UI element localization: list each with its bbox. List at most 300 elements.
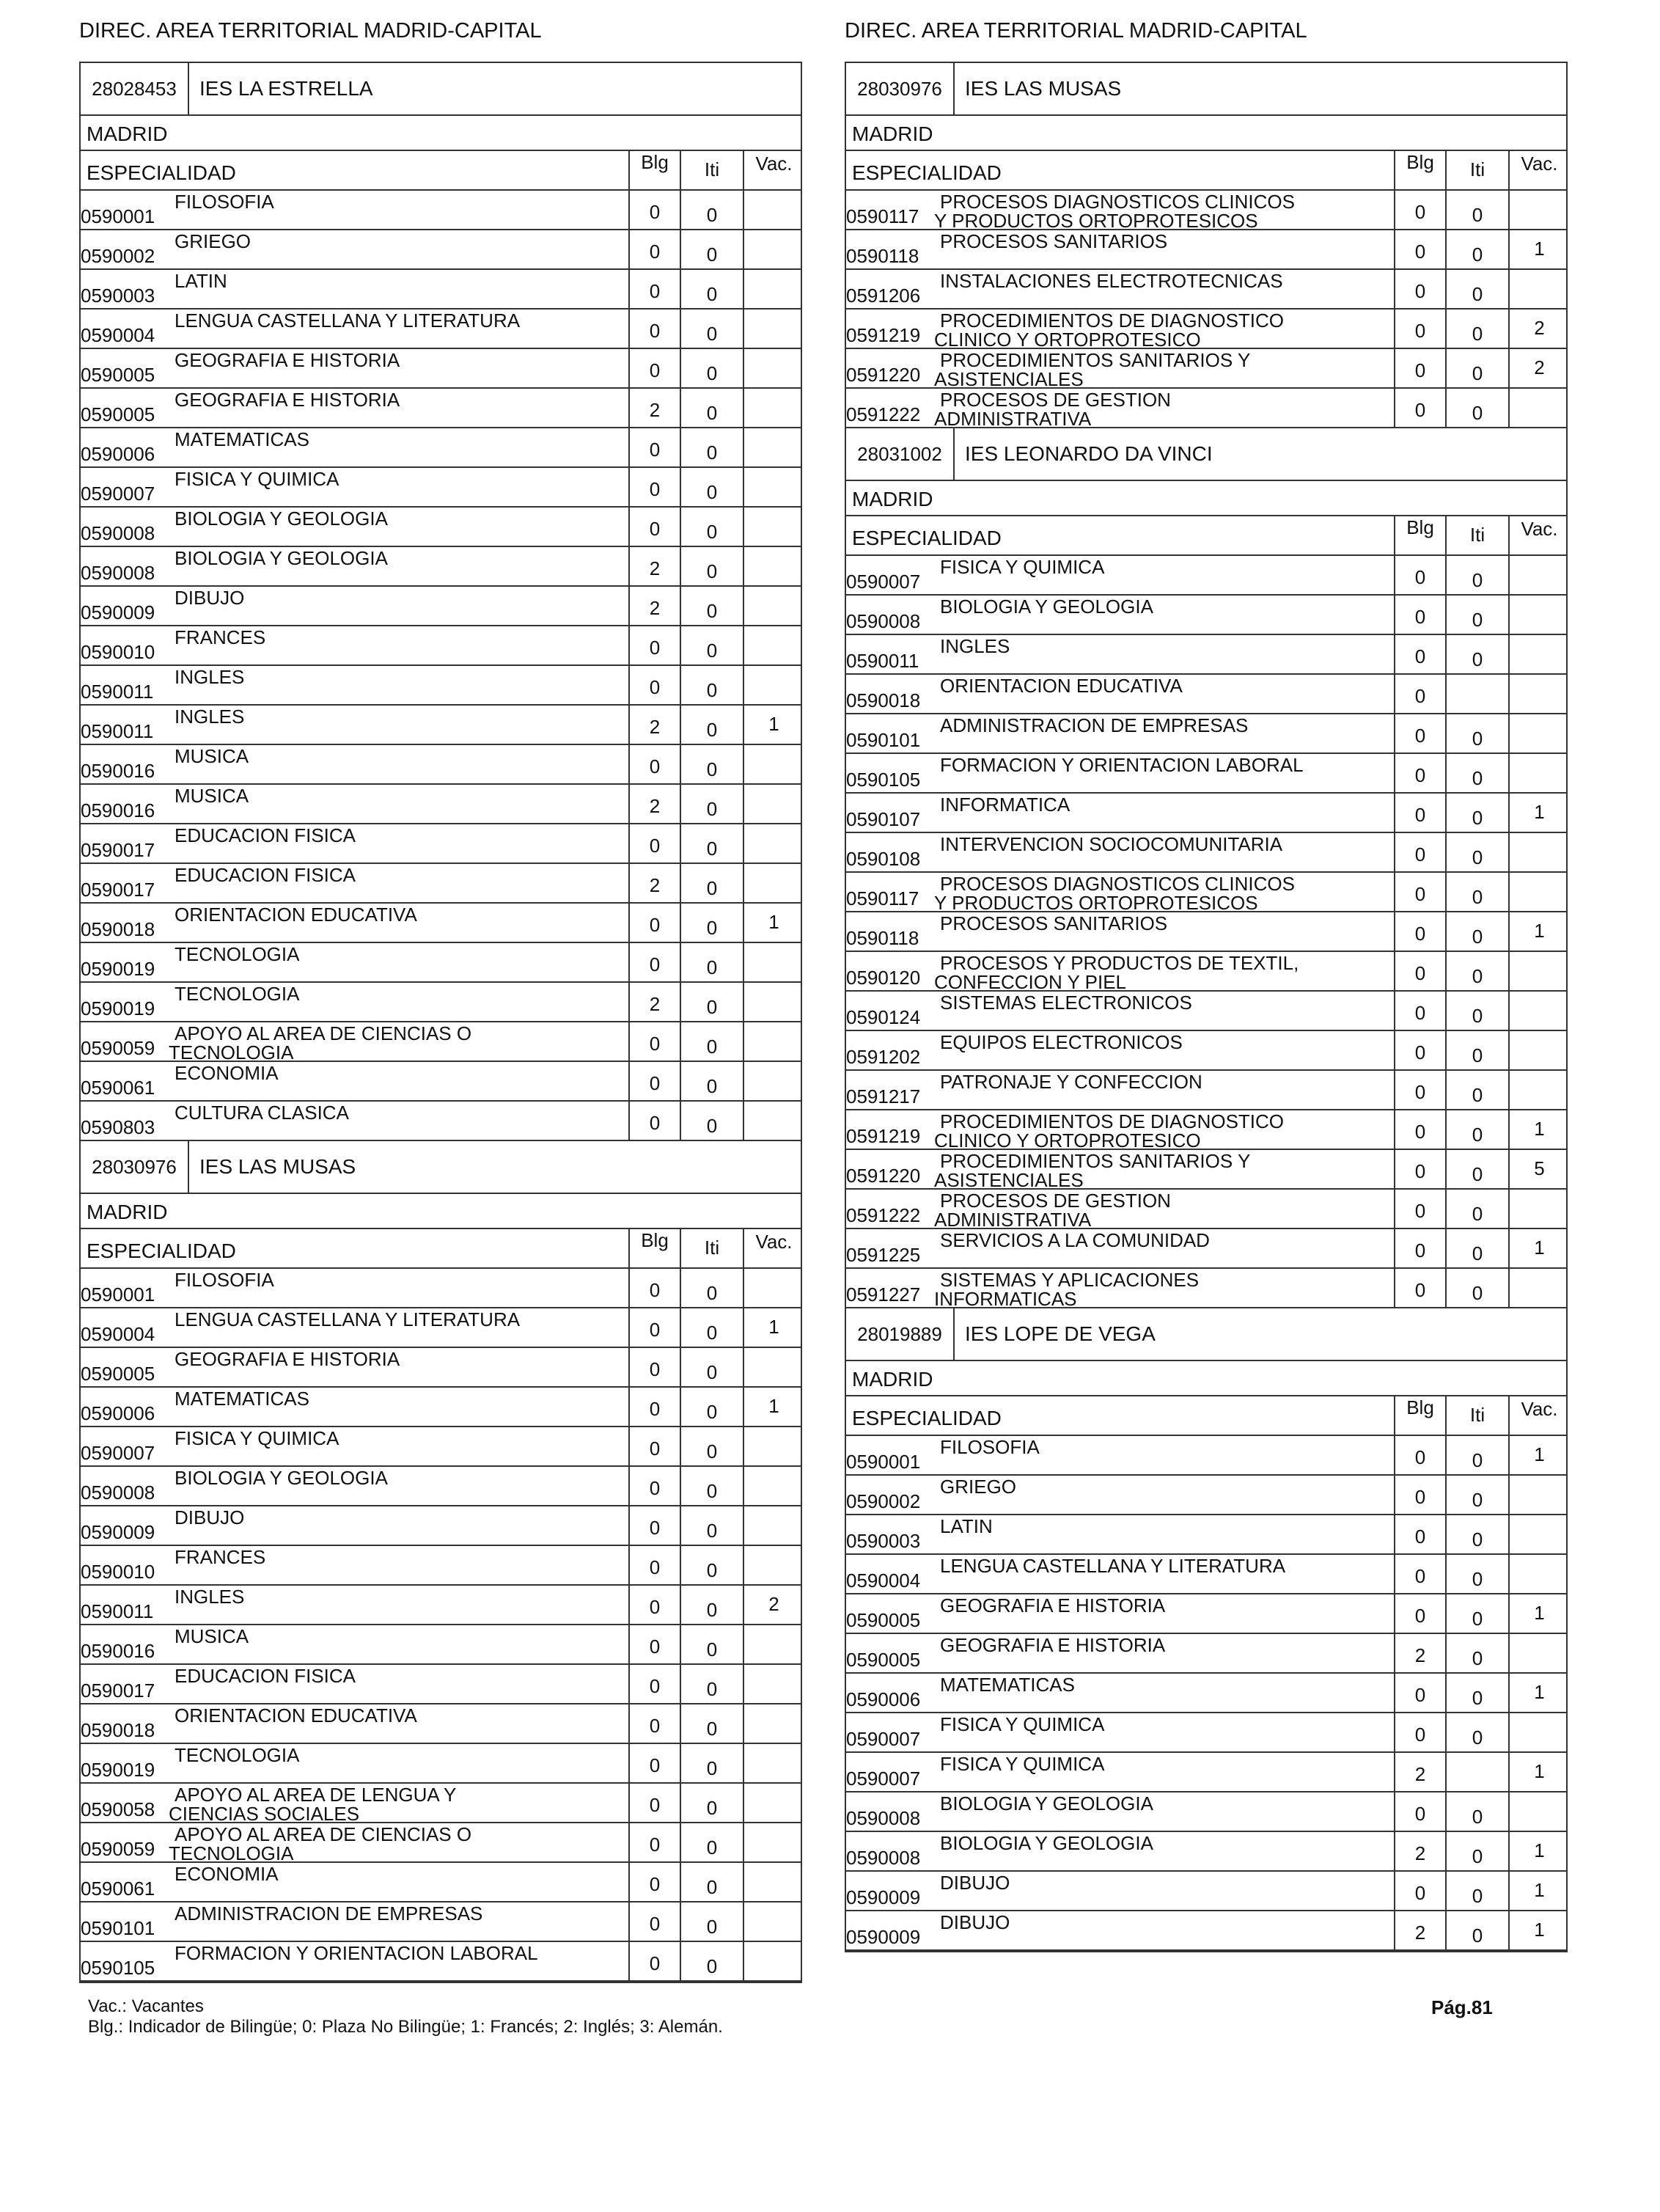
blg-value-cell <box>628 1902 680 1941</box>
vac-value-cell <box>1508 596 1569 634</box>
blg-value-cell <box>628 1308 680 1347</box>
specialty-code: 0590117 <box>846 205 919 227</box>
school-header <box>846 1308 1566 1361</box>
vac-value-cell <box>743 349 804 387</box>
specialty-name <box>940 1715 1104 1735</box>
vac-value-cell <box>1508 1476 1569 1514</box>
blg-value-cell <box>628 508 680 546</box>
vac-value-cell <box>743 587 804 625</box>
blg-value: 0 <box>649 676 661 698</box>
iti-value: 0 <box>1472 926 1483 948</box>
table-row <box>846 596 1566 635</box>
table-row <box>846 1150 1566 1190</box>
iti-value: 0 <box>706 1757 718 1779</box>
specialty-code: 0590018 <box>846 689 921 711</box>
school-header <box>846 63 1566 116</box>
blg-value: 0 <box>649 1794 661 1816</box>
table-row <box>846 992 1566 1031</box>
specialty-code: 0590105 <box>81 1957 155 1979</box>
specialty-name <box>175 1103 349 1123</box>
specialty-name <box>175 1944 538 1963</box>
iti-value-cell <box>1445 1792 1508 1831</box>
specialty-name <box>940 597 1153 617</box>
specialty-code: 0590803 <box>81 1116 155 1138</box>
vac-value-cell <box>1508 912 1569 951</box>
vac-value-cell <box>1508 1713 1569 1751</box>
specialty-name <box>940 1072 1202 1092</box>
blg-value: 0 <box>649 1033 661 1055</box>
iti-value: 0 <box>1472 1726 1483 1748</box>
iti-value-cell <box>680 468 743 506</box>
column-header-row <box>846 151 1566 191</box>
specialty-name <box>175 351 400 370</box>
iti-value: 0 <box>706 521 718 543</box>
vac-value-cell <box>743 824 804 863</box>
blg-value-cell <box>628 191 680 229</box>
iti-value-cell <box>1445 1436 1508 1474</box>
iti-value-cell <box>1445 389 1508 427</box>
specialty-code: 0590009 <box>81 1521 155 1543</box>
table-row <box>846 349 1566 389</box>
table-row <box>81 1546 801 1586</box>
iti-value: 0 <box>1472 1885 1483 1907</box>
blg-value-cell <box>628 1863 680 1901</box>
table-row <box>846 714 1566 754</box>
vac-value-cell <box>743 1823 804 1861</box>
table-row <box>81 1388 801 1427</box>
blg-value: 0 <box>649 320 661 342</box>
specialty-code: 0590016 <box>81 799 155 821</box>
vac-value-cell <box>1508 310 1569 348</box>
vac-value-cell <box>1508 1911 1569 1949</box>
specialty-code: 0590061 <box>81 1878 155 1900</box>
iti-value-cell <box>680 191 743 229</box>
specialty-code: 0591219 <box>846 1125 921 1147</box>
specialty-code: 0590101 <box>846 729 921 751</box>
specialty-name <box>175 1429 339 1449</box>
specialty-name <box>934 191 1295 232</box>
specialty-name-line1: FORMACION Y ORIENTACION LABORAL <box>175 1942 538 1964</box>
school-name: IES LAS MUSAS <box>965 77 1122 100</box>
blg-value-cell <box>628 1506 680 1545</box>
specialty-name <box>940 637 1010 656</box>
table-row <box>81 666 801 706</box>
blg-value-cell <box>1394 1150 1445 1188</box>
table-row <box>81 785 801 824</box>
specialty-name-line1: MATEMATICAS <box>175 428 309 450</box>
specialty-code: 0590117 <box>846 887 919 909</box>
blg-value-cell <box>1394 270 1445 308</box>
specialty-code: 0590007 <box>846 571 921 593</box>
vac-value-cell <box>743 785 804 823</box>
vac-value-cell <box>743 1586 804 1624</box>
specialty-code: 0590009 <box>846 1886 921 1908</box>
iti-value: 0 <box>706 204 718 226</box>
blg-value-cell <box>1394 1476 1445 1514</box>
specialty-name <box>169 1784 457 1825</box>
iti-value-cell <box>680 666 743 704</box>
specialty-code: 0590006 <box>81 1402 155 1424</box>
blg-value-cell <box>1394 1436 1445 1474</box>
specialty-code: 0590105 <box>846 769 921 791</box>
iti-value-cell <box>680 389 743 427</box>
iti-value: 0 <box>706 1282 718 1304</box>
specialty-name <box>940 716 1248 736</box>
vac-value: 2 <box>1534 317 1545 339</box>
vac-value-cell <box>1508 1832 1569 1870</box>
blg-value-cell <box>628 230 680 268</box>
blg-value: 0 <box>1414 645 1426 667</box>
table-row <box>846 1872 1566 1911</box>
blg-value: 0 <box>649 1517 661 1539</box>
specialty-code: 0590061 <box>81 1077 155 1099</box>
specialty-name-line1: ECONOMIA <box>175 1062 279 1084</box>
header-iti-cell <box>680 151 743 189</box>
iti-value: 0 <box>706 243 718 265</box>
table-row <box>846 1555 1566 1594</box>
iti-value: 0 <box>706 560 718 582</box>
iti-value-cell <box>1445 1110 1508 1149</box>
vac-value-cell <box>743 389 804 427</box>
specialty-name <box>175 1666 356 1686</box>
table-row <box>81 1062 801 1102</box>
blg-value: 0 <box>649 478 661 500</box>
iti-value-cell <box>1445 1555 1508 1593</box>
iti-value: 0 <box>706 323 718 345</box>
specialty-code: 0590118 <box>846 927 919 949</box>
table-row <box>81 1823 801 1863</box>
iti-value: 0 <box>706 1440 718 1462</box>
specialty-name-line1: DIBUJO <box>940 1872 1010 1894</box>
specialty-code: 0590009 <box>846 1926 921 1948</box>
specialty-name <box>175 1746 299 1765</box>
vac-value-cell <box>743 1308 804 1347</box>
specialty-name-line1: FISICA Y QUIMICA <box>940 1753 1105 1775</box>
iti-value: 0 <box>1472 648 1483 670</box>
blg-value-cell <box>628 904 680 942</box>
blg-value-cell <box>1394 675 1445 713</box>
blg-value-cell <box>628 587 680 625</box>
blg-value: 0 <box>649 1477 661 1499</box>
iti-value-cell <box>1445 1031 1508 1069</box>
specialty-name-line2: TECNOLOGIA <box>169 1842 294 1864</box>
right-listing <box>845 62 1568 1952</box>
iti-value: 0 <box>706 1599 718 1621</box>
specialty-code: 0590008 <box>846 1847 921 1869</box>
table-row <box>846 1071 1566 1110</box>
header-vac-cell <box>1508 1396 1569 1435</box>
specialty-name-line2: ASISTENCIALES <box>934 368 1084 390</box>
table-row <box>846 912 1566 952</box>
blg-value-cell <box>628 1427 680 1465</box>
specialty-name-line1: SERVICIOS A LA COMUNIDAD <box>940 1229 1210 1251</box>
iti-value: 0 <box>1472 1163 1483 1185</box>
specialty-name <box>940 1754 1104 1774</box>
specialty-name-line1: FISICA Y QUIMICA <box>940 1713 1105 1735</box>
specialty-code: 0590011 <box>81 1600 154 1622</box>
specialty-name <box>940 914 1167 934</box>
iti-value-cell <box>680 1784 743 1822</box>
blg-value-cell <box>1394 1832 1445 1870</box>
header-vac: Vac. <box>1521 1398 1558 1420</box>
iti-value-cell <box>1445 833 1508 871</box>
header-blg-cell <box>628 151 680 189</box>
vac-value-cell <box>1508 1674 1569 1712</box>
specialty-name-line1: APOYO AL AREA DE LENGUA Y <box>175 1784 457 1806</box>
header-vac-cell <box>743 1229 804 1267</box>
header-especialidad: ESPECIALIDAD <box>87 1239 236 1262</box>
iti-value: 0 <box>706 679 718 701</box>
vac-value-cell <box>743 1506 804 1545</box>
blg-value: 0 <box>649 280 661 302</box>
iti-value-cell <box>1445 1753 1508 1791</box>
blg-value-cell <box>1394 1110 1445 1149</box>
specialty-name-line1: INGLES <box>175 706 245 728</box>
specialty-name <box>934 389 1171 430</box>
school-name: IES LA ESTRELLA <box>199 77 373 100</box>
iti-value-cell <box>680 864 743 902</box>
iti-value: 0 <box>1472 1005 1483 1027</box>
header-vac-cell <box>1508 516 1569 554</box>
header-especialidad: ESPECIALIDAD <box>87 161 236 184</box>
specialty-code: 0590058 <box>81 1798 155 1820</box>
blg-value-cell <box>1394 230 1445 268</box>
table-row <box>846 1792 1566 1832</box>
specialty-name <box>940 1675 1075 1695</box>
iti-value-cell <box>680 943 743 981</box>
specialty-name <box>175 549 388 568</box>
iti-value-cell <box>1445 1674 1508 1712</box>
vac-value: 1 <box>1534 1760 1545 1782</box>
column-header-row <box>81 151 801 191</box>
blg-value: 0 <box>1414 201 1426 223</box>
iti-value-cell <box>1445 1476 1508 1514</box>
table-row <box>846 1713 1566 1753</box>
iti-value: 0 <box>1472 323 1483 345</box>
specialty-code: 0590007 <box>81 483 155 505</box>
vac-value: 1 <box>1534 1681 1545 1703</box>
vac-value-cell <box>1508 1792 1569 1831</box>
specialty-name-line1: LENGUA CASTELLANA Y LITERATURA <box>940 1555 1286 1577</box>
blg-value: 2 <box>1414 1922 1426 1944</box>
specialty-name-line1: PROCEDIMIENTOS SANITARIOS Y <box>940 1150 1251 1172</box>
header-blg-cell <box>628 1229 680 1267</box>
table-row <box>846 310 1566 349</box>
header-especialidad: ESPECIALIDAD <box>852 1407 1002 1429</box>
blg-value-cell <box>628 1744 680 1782</box>
vac-value-cell <box>1508 230 1569 268</box>
table-row <box>81 1784 801 1823</box>
blg-value-cell <box>628 547 680 585</box>
header-iti-cell <box>680 1229 743 1267</box>
specialty-name <box>940 232 1167 252</box>
iti-value: 0 <box>706 1520 718 1542</box>
header-vac: Vac. <box>755 1231 793 1253</box>
specialty-name <box>169 1022 472 1063</box>
specialty-code: 0590018 <box>81 1719 155 1741</box>
specialty-name <box>940 1596 1165 1616</box>
blg-value: 2 <box>649 716 661 738</box>
specialty-name <box>175 1587 244 1607</box>
iti-value: 0 <box>706 1036 718 1058</box>
specialty-name <box>940 1636 1165 1655</box>
iti-value-cell <box>680 1902 743 1941</box>
specialty-name <box>940 1834 1153 1853</box>
specialty-code: 0590016 <box>81 1640 155 1662</box>
header-iti-cell <box>1445 1396 1508 1435</box>
iti-value: 0 <box>706 1797 718 1819</box>
vac-value-cell <box>743 1704 804 1743</box>
iti-value-cell <box>680 1467 743 1505</box>
iti-value: 0 <box>706 1559 718 1581</box>
vac-value-cell <box>743 1022 804 1061</box>
vac-value: 1 <box>1534 1879 1545 1901</box>
specialty-name <box>175 390 400 410</box>
iti-value: 0 <box>1472 402 1483 424</box>
table-row <box>81 389 801 428</box>
specialty-name-line1: MATEMATICAS <box>940 1674 1075 1696</box>
blg-value-cell <box>1394 1792 1445 1831</box>
school-city: MADRID <box>846 116 1566 151</box>
vac-value-cell <box>743 1269 804 1307</box>
specialty-name-line1: INGLES <box>940 635 1010 657</box>
iti-value-cell <box>1445 1634 1508 1672</box>
table-row <box>81 468 801 508</box>
blg-value: 0 <box>649 1636 661 1658</box>
blg-value: 2 <box>649 795 661 817</box>
blg-value-cell <box>628 1102 680 1140</box>
vac-value-cell <box>743 706 804 744</box>
blg-value-cell <box>628 626 680 664</box>
specialty-name-line1: MUSICA <box>175 785 249 807</box>
specialty-name-line1: SISTEMAS Y APLICACIONES <box>940 1269 1200 1291</box>
iti-value-cell <box>680 983 743 1021</box>
blg-value: 0 <box>649 1438 661 1460</box>
iti-value-cell <box>680 1348 743 1386</box>
iti-value: 0 <box>706 838 718 860</box>
specialty-name-line1: INGLES <box>175 1586 245 1608</box>
blg-value: 2 <box>1414 1842 1426 1864</box>
table-row <box>81 1704 801 1744</box>
table-row <box>81 1102 801 1141</box>
iti-value-cell <box>680 1308 743 1347</box>
iti-value: 0 <box>1472 846 1483 868</box>
specialty-code: 0590010 <box>81 1561 155 1583</box>
specialty-name <box>175 509 388 529</box>
blg-value-cell <box>628 310 680 348</box>
table-row <box>81 943 801 983</box>
table-row <box>81 270 801 310</box>
blg-value: 0 <box>649 1358 661 1380</box>
specialty-name-line2: ASISTENCIALES <box>934 1169 1084 1191</box>
specialty-code: 0590005 <box>81 1363 155 1385</box>
blg-value: 0 <box>649 1596 661 1618</box>
specialty-name-line1: PROCESOS DE GESTION <box>940 1190 1171 1212</box>
specialty-code: 0590007 <box>846 1768 921 1790</box>
vac-value-cell <box>743 1062 804 1100</box>
blg-value-cell <box>628 1467 680 1505</box>
iti-value: 0 <box>1472 1044 1483 1066</box>
iti-value: 0 <box>706 1638 718 1660</box>
iti-value: 0 <box>706 362 718 384</box>
iti-value-cell <box>1445 1872 1508 1910</box>
blg-value-cell <box>1394 310 1445 348</box>
specialty-name-line1: GRIEGO <box>940 1476 1017 1498</box>
specialty-name-line2: Y PRODUCTOS ORTOPROTESICOS <box>934 892 1258 914</box>
school-city: MADRID <box>81 116 801 151</box>
blg-value: 0 <box>1414 843 1426 865</box>
school-block <box>81 63 801 1141</box>
specialty-name <box>934 873 1295 914</box>
header-vac-cell <box>1508 151 1569 189</box>
vac-value-cell <box>743 1102 804 1140</box>
specialty-code: 0590004 <box>81 324 155 346</box>
iti-value: 0 <box>1472 1084 1483 1106</box>
school-block <box>846 63 1566 428</box>
specialty-name <box>175 1548 265 1567</box>
specialty-name <box>940 755 1304 775</box>
specialty-name-line1: BIOLOGIA Y GEOLOGIA <box>175 1467 388 1489</box>
school-code: 28019889 <box>846 1308 955 1360</box>
header-vac: Vac. <box>755 153 793 175</box>
table-row <box>81 1022 801 1062</box>
blg-value-cell <box>628 824 680 863</box>
blg-value-cell <box>628 1546 680 1584</box>
specialty-code: 0591220 <box>846 1165 921 1187</box>
specialty-name <box>175 984 299 1004</box>
specialty-code: 0591206 <box>846 285 921 307</box>
table-row <box>81 310 801 349</box>
school-header <box>81 1141 801 1194</box>
iti-value-cell <box>680 1062 743 1100</box>
specialty-name-line2: ADMINISTRATIVA <box>934 408 1092 430</box>
specialty-code: 0590007 <box>81 1442 155 1464</box>
specialty-name <box>175 628 265 648</box>
iti-value-cell <box>680 745 743 783</box>
vac-value: 1 <box>1534 801 1545 823</box>
blg-value: 0 <box>1414 1160 1426 1182</box>
blg-value: 0 <box>1414 1041 1426 1063</box>
iti-value-cell <box>1445 1911 1508 1949</box>
blg-value-cell <box>628 943 680 981</box>
specialty-code: 0591202 <box>846 1046 921 1068</box>
specialty-name-line1: TECNOLOGIA <box>175 983 300 1005</box>
specialty-name-line1: EQUIPOS ELECTRONICOS <box>940 1031 1183 1053</box>
table-row <box>846 1594 1566 1634</box>
iti-value-cell <box>1445 794 1508 832</box>
iti-value: 0 <box>706 1876 718 1898</box>
iti-value-cell <box>680 1823 743 1861</box>
header-vac: Vac. <box>1521 518 1558 540</box>
specialty-code: 0590101 <box>81 1917 155 1939</box>
specialty-name <box>175 1349 400 1369</box>
blg-value: 0 <box>649 835 661 857</box>
iti-value: 0 <box>706 1955 718 1977</box>
blg-value: 2 <box>649 597 661 619</box>
footer-legend-bilingue: Blg.: Indicador de Bilingüe; 0: Plaza No Bilingüe; 1: Francés; 2: Inglés; 3: Alemán. <box>88 2017 723 2037</box>
iti-value-cell <box>680 1704 743 1743</box>
table-row <box>846 952 1566 992</box>
iti-value-cell <box>680 824 743 863</box>
specialty-name-line1: GEOGRAFIA E HISTORIA <box>940 1594 1166 1616</box>
specialty-name <box>934 310 1285 351</box>
vac-value-cell <box>1508 270 1569 308</box>
iti-value-cell <box>680 587 743 625</box>
specialty-name-line1: FRANCES <box>175 626 266 648</box>
specialty-code: 0590011 <box>846 650 919 672</box>
specialty-code: 0590001 <box>846 1451 921 1473</box>
table-row <box>846 1269 1566 1308</box>
